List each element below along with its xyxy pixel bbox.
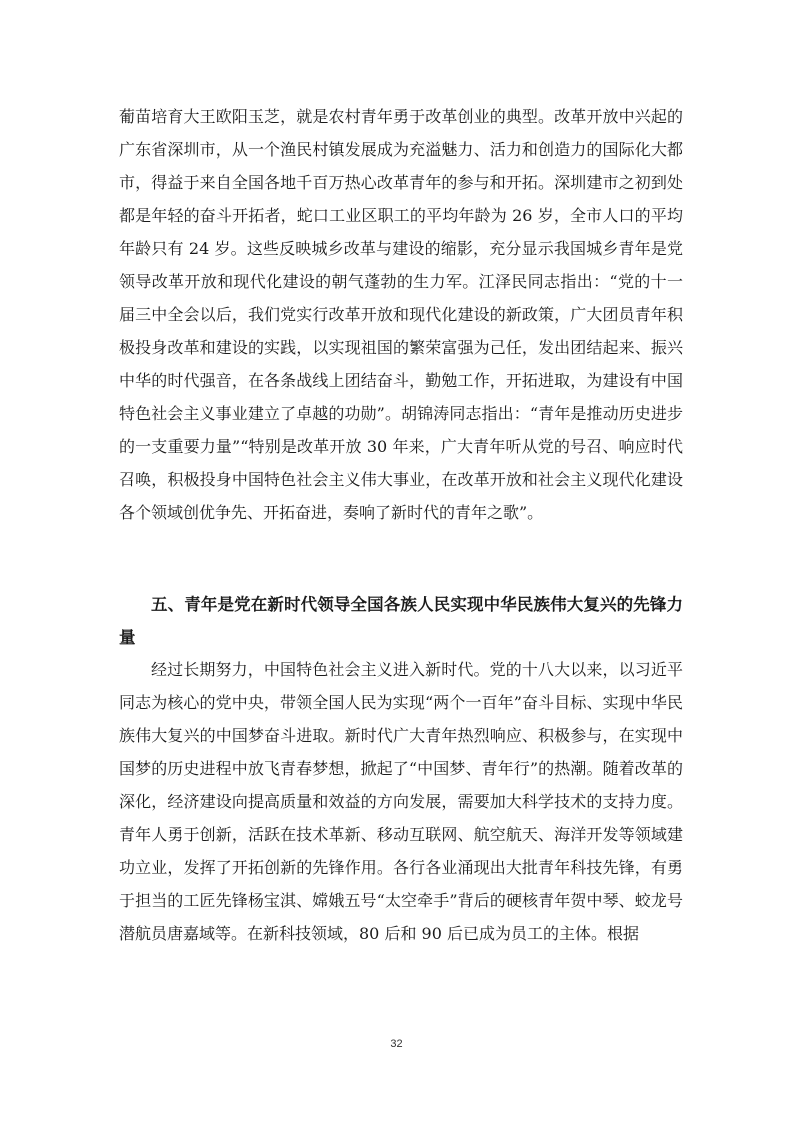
body-paragraph-2: 经过长期努力，中国特色社会主义进入新时代。党的十八大以来，以习近平同志为核心的党中央，带领全国人民为实现“两个一百年”奋斗目标、实现中华民族伟大复兴的中国梦奋斗进取。新时代广大青年热烈响应、积极参与，在实现中国梦的历史进程中放飞青春梦想，掀起了“中国梦、青年行”的热潮。随着改革的深化，经济建设向提高质量和效益的方向发展，需要加大科学技术的支持力度。青年人勇于创新，活跃在技术革新、移动互联网、航空航天、海洋开发等领域建功立业，发挥了开拓创新的先锋作用。各行各业涌现出大批青年科技先锋，有勇于担当的工匠先锋杨宝淇、嫦娥五号“太空牵手”背后的硬核青年贺中琴、蛟龙号潜航员唐嘉域等。在新科技领域，80 后和 90 后已成为员工的主体。根据	[119, 660, 683, 943]
body-paragraph-1: 葡苗培育大王欧阳玉芝，就是农村青年勇于改革创业的典型。改革开放中兴起的广东省深圳市，从一个渔民村镇发展成为充溢魅力、活力和创造力的国际化大都市，得益于来自全国各地千百万热心改革青年的参与和开拓。深圳建市之初到处都是年轻的奋斗开拓者，蛇口工业区职工的平均年龄为 26 岁，全市人口的平均年龄只有 24 岁。这些反映城乡改革与建设的缩影，充分显示我国城乡青年是党领导改革开放和现代化建设的朝气蓬勃的生力军。江泽民同志指出：“党的十一届三中全会以后，我们党实行改革开放和现代化建设的新政策，广大团员青年积极投身改革和建设的实践，以实现祖国的繁荣富强为己任，发出团结起来、振兴中华的时代强音，在各条战线上团结奋斗，勤勉工作，开拓进取，为建设有中国特色社会主义事业建立了卓越的功勋”。胡锦涛同志指出：“青年是推动历史进步的一支重要力量”“特别是改革开放 30 年来，广大青年听从党的号召、响应时代召唤，积极投身中国特色社会主义伟大事业，在改革开放和社会主义现代化建设各个领域创优争先、开拓奋进，奏响了新时代的青年之歌”。	[119, 107, 683, 522]
section-heading: 五、青年是党在新时代领导全国各族人民实现中华民族伟大复兴的先锋力量	[119, 595, 683, 647]
page-number: 32	[390, 1038, 403, 1050]
